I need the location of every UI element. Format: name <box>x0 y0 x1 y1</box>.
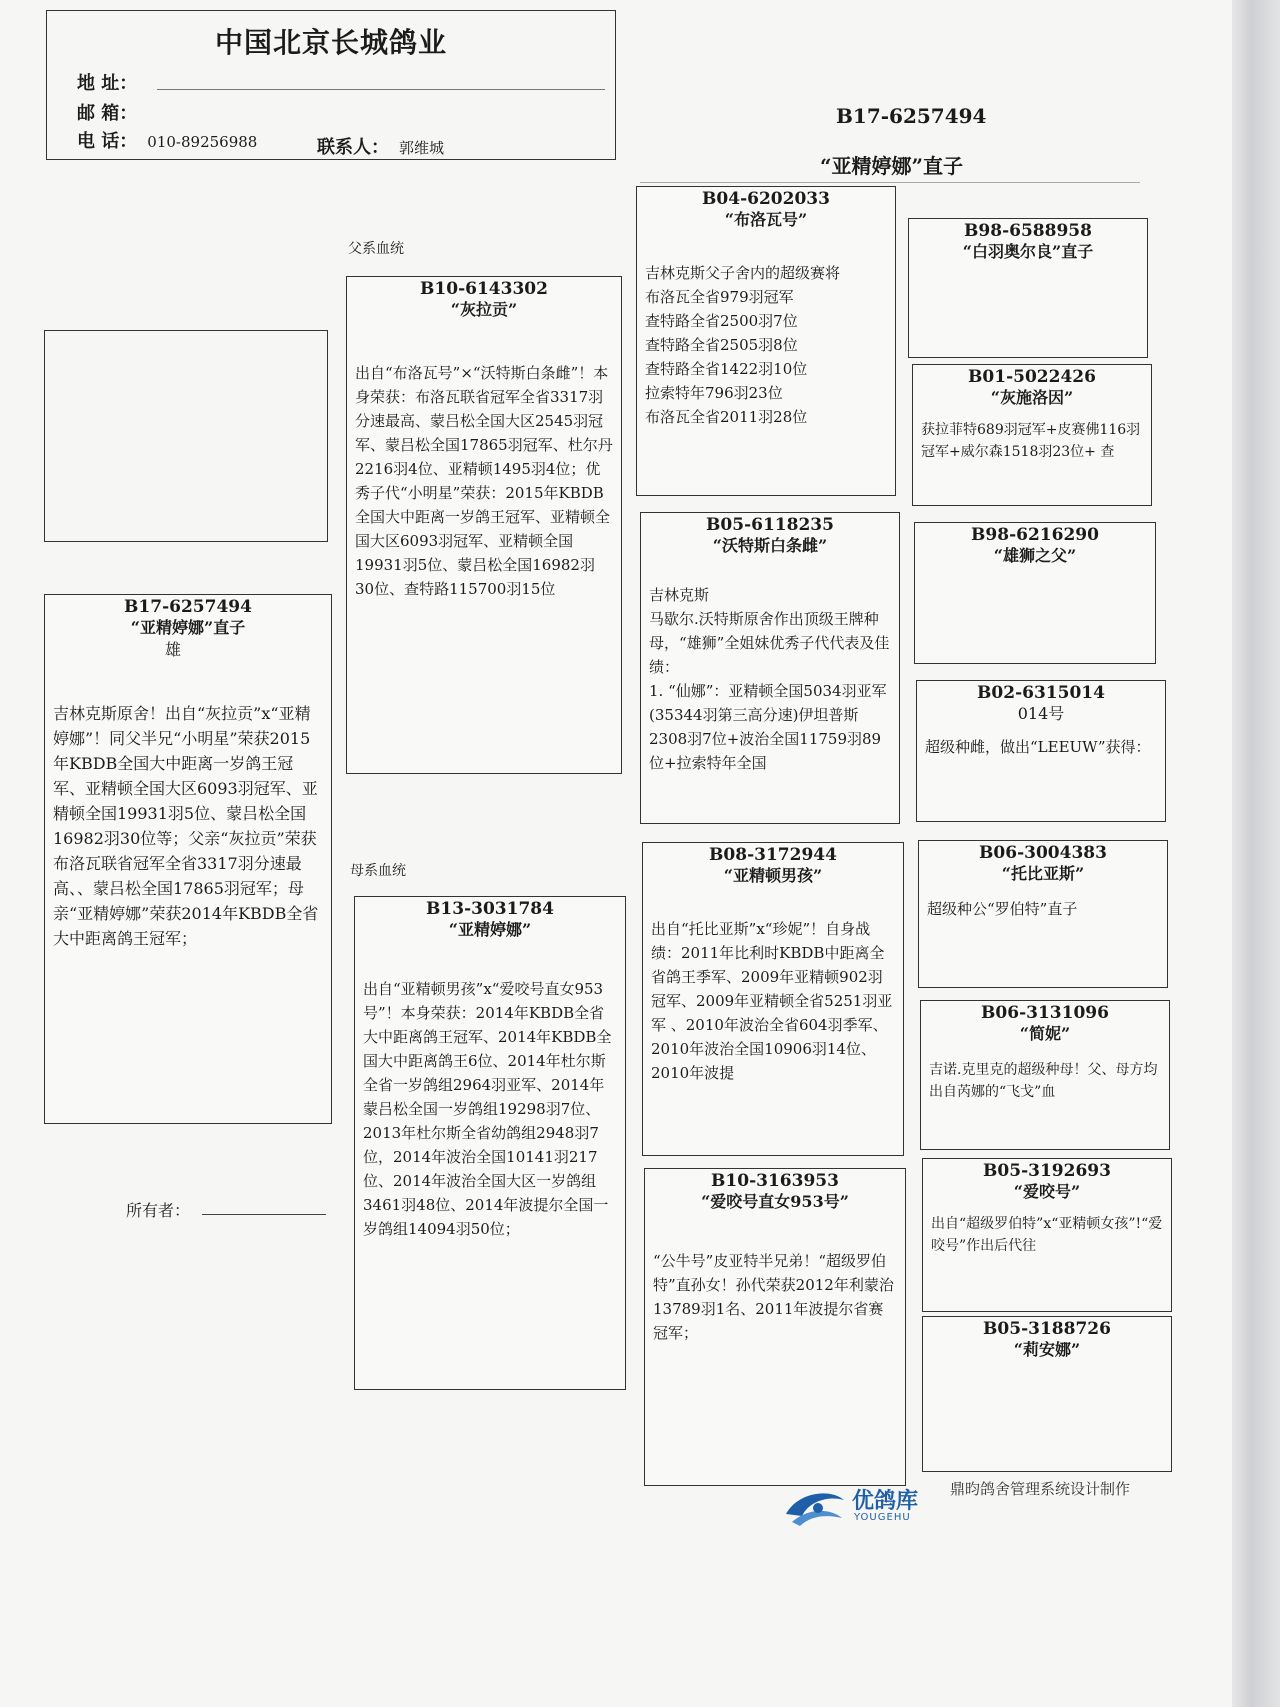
subject-sex: 雄 <box>164 640 181 659</box>
sire-name: “灰拉贡” <box>450 300 518 319</box>
sire-text: 出自“布洛瓦号”×“沃特斯白条雌”！本身荣获：布洛瓦联省冠军全省3317羽分速最高、蒙吕松全国大区2545羽冠军、蒙吕松全国17865羽冠军、杜尔丹2216羽4位、亚精顿1495羽4位；优秀子代“小明星”荣获：2015年KBDB全国大中距离一岁鸽王冠军、亚精顿全国大区6093羽冠军、亚精顿全国19931羽5位、蒙吕松全国16982羽30位、查特路115700羽15位 <box>355 364 613 598</box>
maternal-label: 母系血统 <box>350 863 406 879</box>
ggp2-text: 获拉菲特689羽冠军+皮赛佛116羽冠军+威尔森1518羽23位+ 查 <box>921 422 1141 460</box>
ggp8-reg: B05-3188726 <box>983 1319 1111 1339</box>
header-box <box>46 10 616 160</box>
ggp2-reg: B01-5022426 <box>968 367 1096 387</box>
ggp8-name: “莉安娜” <box>1013 1340 1081 1359</box>
grandsire-paternal-box <box>636 186 896 496</box>
ggp4-box <box>916 680 1166 822</box>
address-label: 地 址： <box>77 73 138 94</box>
ggp1-reg: B98-6588958 <box>964 221 1092 241</box>
contact-label: 联系人： <box>317 137 389 158</box>
gs1-name: “布洛瓦号” <box>724 210 808 229</box>
paternal-label: 父系血统 <box>348 241 404 257</box>
ggp1-box <box>908 218 1148 358</box>
ggp4-name: 014号 <box>1017 704 1065 723</box>
subject-text: 吉林克斯原舍！出自“灰拉贡”x“亚精婷娜”！同父半兄“小明星”荣获2015年KBDB全国大中距离一岁鸽王冠军、亚精顿全国大区6093羽冠军、亚精顿全国19931羽5位、蒙吕松全国16982羽30位等；父亲“灰拉贡”荣获布洛瓦联省冠军全省3317羽分速最高、、蒙吕松全国17865羽冠军；母亲“亚精婷娜”荣获2014年KBDB全省大中距离鸽王冠军； <box>53 704 319 948</box>
sire-reg: B10-6143302 <box>420 279 548 299</box>
dam-text: 出自“亚精顿男孩”x“爱咬号直女953号”！本身荣获：2014年KBDB全省大中距离鸽王冠军、2014年KBDB全国大中距离鸽王6位、2014年杜尔斯全省一岁鸽组2964羽亚军、2014年蒙吕松全国一岁鸽组19298羽7位、2013年杜尔斯全省幼鸽组2948羽7位，2014年波治全国10141羽217位、2014年波治全国大区一岁鸽组3461羽48位、2014年波提尔全国一岁鸽组14094羽50位； <box>363 980 612 1238</box>
ggp3-reg: B98-6216290 <box>971 525 1099 545</box>
gd1-text: 吉林克斯 马歇尔.沃特斯原舍作出顶级王牌种母，“雄狮”全姐妹优秀子代代表及佳绩： 1. “仙娜”：亚精顿全国5034羽亚军(35344羽第三高分速)伊坦普斯2308羽7位+波治全国11759羽89位+拉索特年全国 <box>649 586 890 772</box>
email-label: 邮 箱： <box>77 103 138 124</box>
ggp3-name: “雄狮之父” <box>993 546 1077 565</box>
gs2-text: 出自“托比亚斯”x“珍妮”！自身战绩：2011年比利时KBDB中距离全省鸽王季军、2009年亚精顿902羽冠军、2009年亚精顿全省5251羽亚军 、2010年波治全省604羽季军、2010年波治全国10906羽14位、2010年波提 <box>651 920 893 1082</box>
phone-row <box>77 127 257 153</box>
address-line <box>157 89 605 90</box>
contact-value: 郭维城 <box>399 139 445 157</box>
ggp4-text: 超级种雌，做出“LEEUW”获得： <box>925 738 1151 756</box>
dam-reg: B13-3031784 <box>426 899 554 919</box>
subject-reg: B17-6257494 <box>124 597 252 617</box>
phone-label: 电 话： <box>77 131 138 152</box>
company-title: 中国北京长城鸽业 <box>214 26 447 59</box>
ggp5-name: “托比亚斯” <box>1001 864 1085 883</box>
dam-name: “亚精婷娜” <box>448 920 532 939</box>
ggp6-reg: B06-3131096 <box>981 1003 1109 1023</box>
owner-signature-line <box>202 1214 326 1215</box>
ggp6-name: “简妮” <box>1019 1024 1071 1043</box>
ggp5-box <box>918 840 1168 988</box>
ggp5-text: 超级种公“罗伯特”直子 <box>927 900 1078 918</box>
top-divider <box>640 182 1140 183</box>
ggp8-box <box>922 1316 1172 1472</box>
owner-label: 所有者： <box>126 1201 191 1220</box>
contact-row <box>317 133 444 159</box>
gd1-reg: B05-6118235 <box>706 515 834 535</box>
gd2-name: “爱咬号直女953号” <box>701 1192 849 1211</box>
ggp7-name: “爱咬号” <box>1013 1182 1081 1201</box>
gs2-reg: B08-3172944 <box>709 845 837 865</box>
subject-name: “亚精婷娜”直子 <box>130 618 246 637</box>
ggp6-text: 吉诺.克里克的超级种母！父、母方均出自芮娜的“飞戈”血 <box>929 1062 1158 1100</box>
ggp1-name: “白羽奥尔良”直子 <box>962 242 1094 261</box>
ggp7-text: 出自“超级罗伯特”x“亚精顿女孩”!“爱咬号”作出后代往 <box>931 1216 1163 1254</box>
subject-box <box>44 594 332 1124</box>
ggp7-reg: B05-3192693 <box>983 1161 1111 1181</box>
subject-reg-top: B17-6257494 <box>836 104 987 128</box>
subject-name-top: “亚精婷娜”直子 <box>820 154 964 178</box>
footer-credit: 鼎昀鸽舍管理系统设计制作 <box>950 1480 1131 1498</box>
gd2-text: “公牛号”皮亚特半兄弟！“超级罗伯特”直孙女！孙代荣获2012年利蒙治13789羽1名、2011年波提尔省赛冠军； <box>653 1252 894 1342</box>
ggp6-box <box>920 1000 1170 1150</box>
ggp2-box <box>912 364 1152 506</box>
gs2-name: “亚精顿男孩” <box>723 866 823 885</box>
photo-placeholder <box>44 330 328 542</box>
gd1-name: “沃特斯白条雌” <box>712 536 828 555</box>
granddam-paternal-box <box>640 512 900 824</box>
phone-value: 010-89256988 <box>147 133 258 151</box>
ggp5-reg: B06-3004383 <box>979 843 1107 863</box>
gd2-reg: B10-3163953 <box>711 1171 839 1191</box>
ggp3-box <box>914 522 1156 664</box>
dam-box <box>354 896 626 1390</box>
plastic-sleeve-edge <box>1232 0 1280 1707</box>
ggp4-reg: B02-6315014 <box>977 683 1105 703</box>
logo-text: 优鸽库 <box>852 1489 919 1514</box>
gs1-reg: B04-6202033 <box>702 189 830 209</box>
granddam-maternal-box <box>644 1168 906 1486</box>
ggp7-box <box>922 1158 1172 1312</box>
ggp2-name: “灰施洛因” <box>990 388 1074 407</box>
grandsire-maternal-box <box>642 842 904 1156</box>
gs1-text: 吉林克斯父子舍内的超级赛将 布洛瓦全省979羽冠军 查特路全省2500羽7位 查特路全省2505羽8位 查特路全省1422羽10位 拉索特年796羽23位 布洛瓦全省2011羽28位 <box>645 264 841 426</box>
sire-box <box>346 276 622 774</box>
logo-subtext: YOUGEHU <box>854 1512 911 1523</box>
